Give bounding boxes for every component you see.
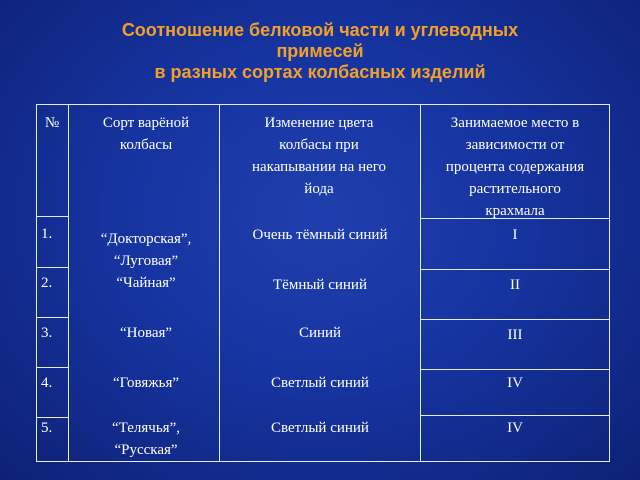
row-2-place	[424, 274, 606, 296]
header-sort	[76, 112, 216, 156]
row-4-color	[222, 372, 418, 394]
table-border-bottom	[36, 461, 610, 462]
row-line-2b	[420, 269, 610, 270]
header-number-text: №	[44, 115, 60, 131]
header-place-line: растительного	[469, 181, 561, 197]
row-line-4b	[420, 369, 610, 370]
header-color-line: Изменение цвета	[264, 115, 374, 131]
header-color-line: накапывании на него	[251, 159, 387, 175]
row-line-3b	[420, 319, 610, 320]
header-place-line: процента содержания	[445, 159, 585, 175]
title-line-1: Соотношение белковой части и углеводных	[121, 20, 519, 40]
row-number-text: 4.	[41, 375, 53, 391]
header-place	[424, 112, 606, 222]
header-place-line: Занимаемое место в	[450, 115, 580, 131]
row-3-color	[222, 322, 418, 344]
row-5-sort	[72, 417, 220, 461]
row-1-number	[41, 223, 67, 245]
row-number-text: 5.	[41, 420, 53, 436]
color-text: Очень тёмный синий	[252, 227, 388, 243]
row-2-number	[41, 272, 67, 294]
header-color-change	[226, 112, 412, 200]
header-color-line: йода	[304, 181, 334, 197]
table-divider-col-3	[420, 104, 421, 462]
row-line-4a	[36, 367, 68, 368]
slide-title	[60, 20, 580, 83]
title-line-2: примесей	[276, 41, 364, 61]
table-border-left	[36, 104, 37, 462]
row-4-place	[424, 372, 606, 394]
place-text: II	[510, 277, 520, 293]
title-line-3: в разных сортах колбасных изделий	[154, 62, 486, 82]
header-sort-line: колбасы	[119, 137, 173, 153]
color-text: Синий	[298, 325, 342, 341]
sort-line: “Телячья”,	[112, 420, 180, 436]
row-line-2a	[36, 267, 68, 268]
row-line-3a	[36, 317, 68, 318]
row-number-text: 1.	[41, 226, 53, 242]
sort-line: “Новая”	[119, 325, 173, 341]
header-number	[40, 112, 64, 134]
row-1-place	[424, 224, 606, 246]
color-text: Тёмный синий	[273, 277, 367, 293]
color-text: Светлый синий	[271, 375, 369, 391]
row-number-text: 3.	[41, 325, 53, 341]
row-1-color	[222, 224, 418, 246]
row-1-sort	[72, 228, 220, 272]
row-5-number	[41, 417, 67, 439]
row-4-sort	[72, 372, 220, 394]
table-border-top	[36, 104, 610, 105]
sausage-table	[36, 104, 610, 462]
color-text: Светлый синий	[271, 420, 369, 436]
row-line-1a	[36, 216, 68, 217]
sort-line: “Русская”	[114, 442, 178, 458]
row-4-number	[41, 372, 67, 394]
place-text: IV	[507, 375, 523, 391]
place-text: IV	[507, 420, 523, 436]
table-border-right	[609, 104, 610, 462]
row-3-number	[41, 322, 67, 344]
row-number-text: 2.	[41, 275, 53, 291]
row-5-place	[424, 417, 606, 439]
table-divider-col-1	[68, 104, 69, 462]
sort-line: “Чайная”	[116, 275, 176, 291]
sort-line: “Докторская”,	[100, 231, 192, 247]
header-place-line: крахмала	[485, 203, 545, 219]
header-sort-line: Сорт варёной	[102, 115, 190, 131]
row-5-color	[222, 417, 418, 439]
row-2-sort	[72, 272, 220, 294]
place-text: I	[512, 227, 518, 243]
header-color-line: колбасы при	[279, 137, 359, 153]
row-line-5b	[420, 415, 610, 416]
header-place-line: зависимости от	[465, 137, 565, 153]
sort-line: “Говяжья”	[112, 375, 180, 391]
place-text: III	[507, 327, 523, 343]
row-2-color	[222, 274, 418, 296]
row-3-sort	[72, 322, 220, 344]
row-3-place	[424, 324, 606, 346]
sort-line: “Луговая”	[113, 253, 179, 269]
